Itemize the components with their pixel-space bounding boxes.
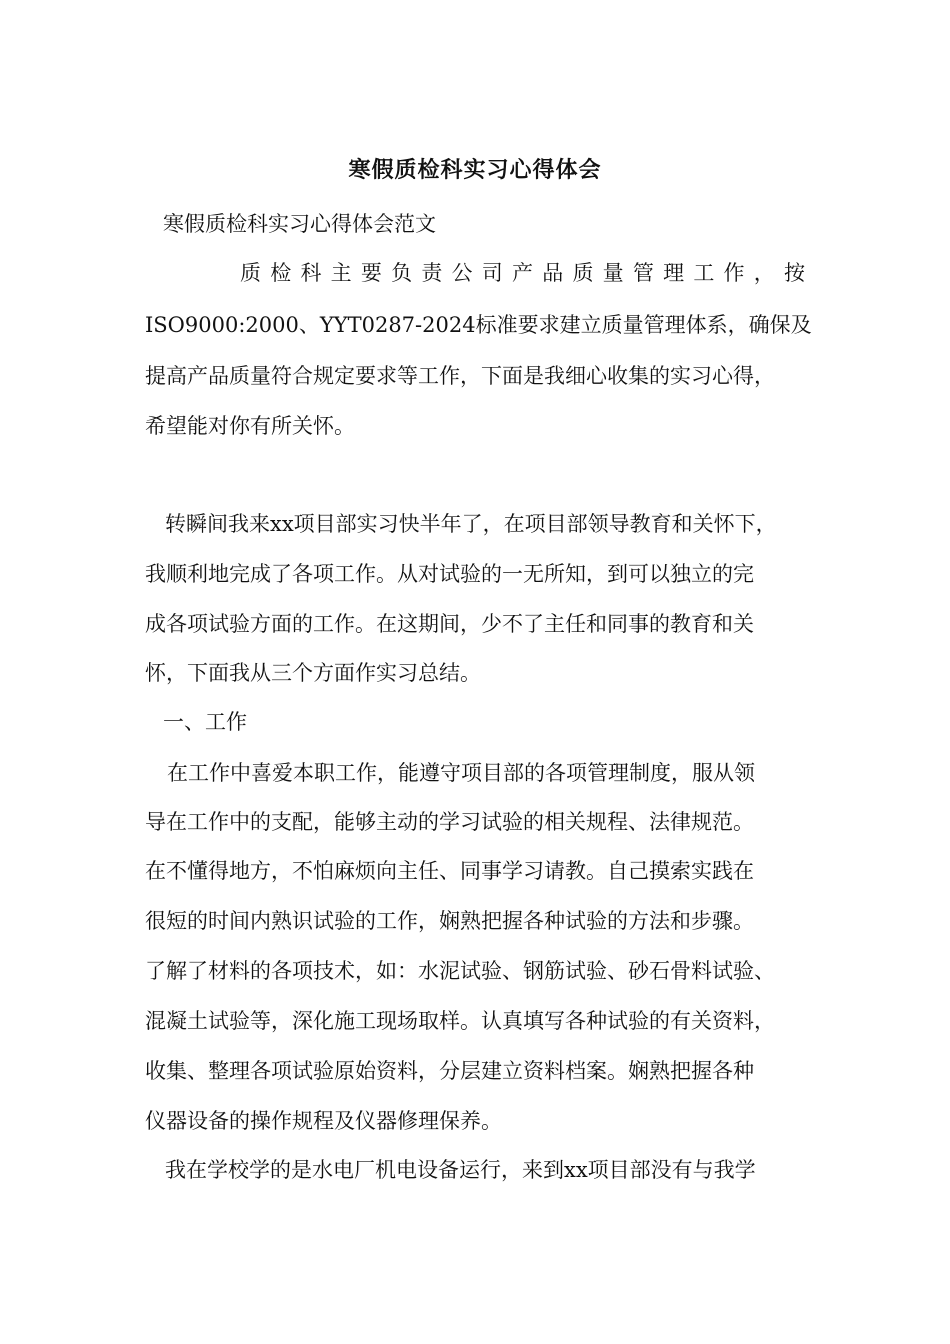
paragraph-line: 怀，下面我从三个方面作实习总结。	[145, 661, 481, 685]
paragraph-line: 转瞬间我来xx项目部实习快半年了，在项目部领导教育和关怀下，	[165, 512, 777, 536]
paragraph-line: 很短的时间内熟识试验的工作，娴熟把握各种试验的方法和步骤。	[145, 909, 754, 933]
paragraph-line: 在不懂得地方，不怕麻烦向主任、同事学习请教。自己摸索实践在	[145, 859, 754, 883]
document-title: 寒假质检科实习心得体会	[348, 157, 602, 183]
section-heading: 一、工作	[163, 710, 247, 734]
intro-line: 提高产品质量符合规定要求等工作，下面是我细心收集的实习心得，	[145, 364, 775, 388]
intro-line: 质检科主要负责公司产品质量管理工作，按	[240, 261, 805, 285]
paragraph-line: 导在工作中的支配，能够主动的学习试验的相关规程、法律规范。	[145, 810, 754, 834]
intro-line: ISO9000:2000、YYT0287-2024标准要求建立质量管理体系，确保及	[145, 313, 812, 337]
paragraph-line: 我在学校学的是水电厂机电设备运行，来到xx项目部没有与我学	[165, 1158, 756, 1182]
paragraph-line: 在工作中喜爱本职工作，能遵守项目部的各项管理制度，服从领	[167, 761, 755, 785]
paragraph-line: 收集、整理各项试验原始资料，分层建立资料档案。娴熟把握各种	[145, 1059, 754, 1083]
paragraph-line: 仪器设备的操作规程及仪器修理保养。	[145, 1109, 502, 1133]
document-subtitle: 寒假质检科实习心得体会范文	[163, 212, 436, 236]
paragraph-line: 成各项试验方面的工作。在这期间，少不了主任和同事的教育和关	[145, 612, 754, 636]
paragraph-line: 混凝土试验等，深化施工现场取样。认真填写各种试验的有关资料，	[145, 1009, 775, 1033]
paragraph-line: 我顺利地完成了各项工作。从对试验的一无所知，到可以独立的完	[145, 562, 754, 586]
intro-line: 希望能对你有所关怀。	[145, 414, 355, 438]
paragraph-line: 了解了材料的各项技术，如：水泥试验、钢筋试验、砂石骨料试验、	[145, 959, 775, 983]
